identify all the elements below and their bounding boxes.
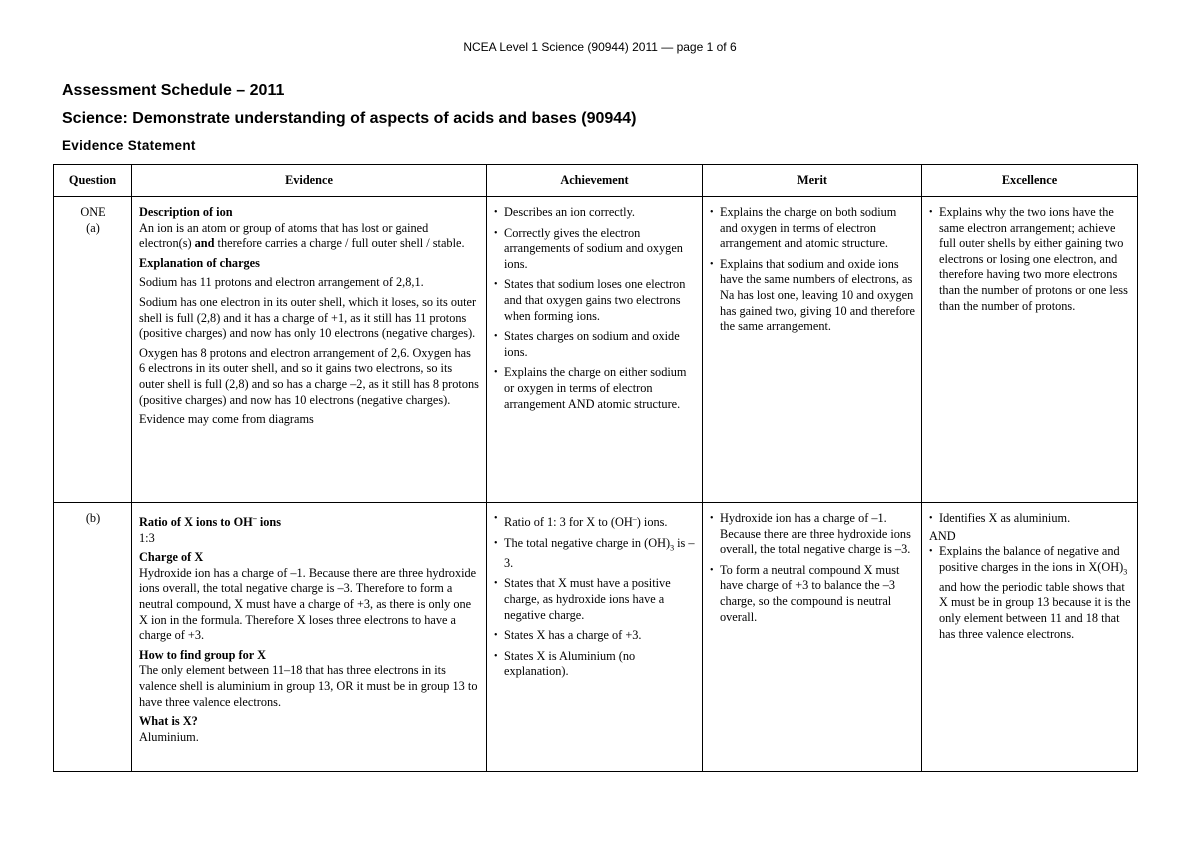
excellence-list	[929, 511, 1131, 527]
list-item	[494, 511, 696, 531]
list-item: • Identifies X as aluminium.	[929, 511, 1131, 527]
list-item	[494, 536, 696, 572]
list-item: • States that sodium loses one electron and that oxygen gains two electrons when forming ions.	[494, 277, 696, 324]
running-header: NCEA Level 1 Science (90944) 2011 — page 1 of 6	[463, 40, 737, 54]
list-item: • Describes an ion correctly.	[494, 205, 696, 221]
list-item: • Hydroxide ion has a charge of –1. Because there are three hydroxide ions overall, the total negative charge is –3.	[710, 511, 915, 558]
list-item: • Explains why the two ions have the same electron arrangement; achieve full outer shells by either gaining two electrons or losing one electron, and therefore having two more electrons than the number of protons or one less than the number of protons.	[929, 205, 1131, 314]
evidence-subheading: Charge of X	[139, 550, 204, 565]
list-item: • States charges on sodium and oxide ions.	[494, 329, 696, 360]
merit-list	[710, 511, 915, 625]
superscript: –	[252, 514, 257, 523]
merit-list	[710, 205, 915, 335]
question-number: ONE	[80, 205, 106, 219]
evidence-paragraph: Oxygen has 8 protons and electron arrangement of 2,6. Oxygen has 6 electrons in its outer shell, and so it gains two electrons, so its outer shell is full (2,8) and so has a charge –2, as it still has 8 protons (positive charges) and now has 10 electrons (negative charges).	[139, 345, 479, 407]
excellence-cell-one-a	[922, 197, 1138, 503]
header-achievement: Achievement	[487, 165, 703, 197]
evidence-paragraph: Evidence may come from diagrams	[139, 412, 314, 427]
list-item: • To form a neutral compound X must have charge of +3 to balance the –3 charge, so the compound is neutral overall.	[710, 563, 915, 625]
evidence-paragraph: 1:3	[139, 530, 155, 545]
list-item: • Correctly gives the electron arrangements of sodium and oxygen ions.	[494, 226, 696, 273]
list-text: ) ions.	[636, 515, 668, 530]
list-item: • States X is Aluminium (no explanation).	[494, 649, 696, 680]
question-cell-b	[54, 503, 132, 772]
evidence-table	[53, 164, 1138, 772]
evidence-subheading: Description of ion	[139, 205, 233, 219]
list-item: • Explains the charge on either sodium or oxygen in terms of electron arrangement AND atomic structure.	[494, 365, 696, 412]
header-evidence: Evidence	[132, 165, 487, 197]
merit-cell-b	[703, 503, 922, 772]
table-header-row	[54, 165, 1138, 197]
list-item	[929, 544, 1131, 642]
evidence-subheading: What is X?	[139, 714, 198, 729]
achievement-list	[494, 511, 696, 680]
list-item: • States X has a charge of +3.	[494, 628, 696, 644]
excellence-cell-b	[922, 503, 1138, 772]
subscript: 3	[670, 543, 675, 553]
list-text: Ratio of 1: 3 for X to (OH	[504, 515, 633, 530]
subject-title: Science: Demonstrate understanding of aspects of acids and bases (90944)	[62, 110, 637, 127]
list-item: • Explains that sodium and oxide ions have the same numbers of electrons, as Na has lost one, leaving 10 and oxygen has gained two, giving 10 and therefore the same arrangement.	[710, 257, 915, 335]
list-text: The total negative charge in (OH)	[504, 535, 671, 550]
evidence-subheading: How to find group for X	[139, 647, 266, 662]
evidence-text: An ion is an atom or group of atoms that has lost or gained electron(s)	[139, 220, 429, 251]
evidence-text: therefore carries a charge / full outer shell / stable.	[214, 236, 465, 251]
subscript: 3	[1123, 567, 1128, 577]
header-excellence: Excellence	[922, 165, 1138, 197]
list-item: • Explains the charge on both sodium and oxygen in terms of electron arrangement and atomic structure.	[710, 205, 915, 252]
question-part: (b)	[85, 511, 101, 525]
and-connector: AND	[929, 528, 956, 543]
evidence-paragraph: Aluminium.	[139, 729, 199, 744]
header-question: Question	[54, 165, 132, 197]
question-cell-one-a	[54, 197, 132, 503]
evidence-paragraph	[139, 221, 480, 252]
evidence-paragraph: The only element between 11–18 that has three electrons in its valence shell is aluminium in group 13, OR it must be in group 13 to have three valence electrons.	[139, 663, 478, 709]
achievement-list	[494, 205, 696, 412]
evidence-subheading	[139, 511, 480, 531]
evidence-cell-one-a	[132, 197, 487, 503]
evidence-text: ions	[256, 515, 282, 530]
evidence-text: Ratio of X ions to OH	[139, 515, 253, 530]
excellence-list	[929, 544, 1131, 642]
evidence-paragraph: Hydroxide ion has a charge of –1. Because there are three hydroxide ions overall, the total negative charge is –3. Therefore to form a neutral compound, X must have a charge of +3, as there is only one X ion in the formula. Therefore X loses three electrons to have a charge of +3.	[139, 565, 477, 643]
question-part: (a)	[86, 220, 100, 235]
evidence-paragraph: Sodium has 11 protons and electron arrangement of 2,8,1.	[139, 275, 424, 290]
list-text: is –3.	[504, 535, 695, 570]
merit-cell-one-a	[703, 197, 922, 503]
superscript: –	[632, 514, 637, 523]
evidence-subheading: Explanation of charges	[139, 255, 260, 270]
table-row-one-a	[54, 197, 1138, 503]
section-title: Evidence Statement	[62, 138, 196, 153]
evidence-emphasis: and	[194, 236, 215, 251]
excellence-list	[929, 205, 1131, 314]
achievement-cell-one-a	[487, 197, 703, 503]
list-text: Explains the balance of negative and positive charges in the ions in X(OH)	[939, 544, 1124, 574]
achievement-cell-b	[487, 503, 703, 772]
table-row-b	[54, 503, 1138, 772]
header-merit: Merit	[703, 165, 922, 197]
list-text: and how the periodic table shows that X must be in group 13 because it is the only element between 11 and 18 that has three valence electrons.	[939, 579, 1131, 641]
evidence-paragraph: Sodium has one electron in its outer shell, which it loses, so its outer shell is full (2,8) and it has a charge of +1, as it still has 11 protons (positive charges) and now has only 10 electrons (negative charges).	[139, 294, 477, 341]
list-item: • States that X must have a positive charge, as hydroxide ions have a negative charge.	[494, 576, 696, 623]
evidence-cell-b	[132, 503, 487, 772]
page-title: Assessment Schedule – 2011	[62, 82, 285, 99]
